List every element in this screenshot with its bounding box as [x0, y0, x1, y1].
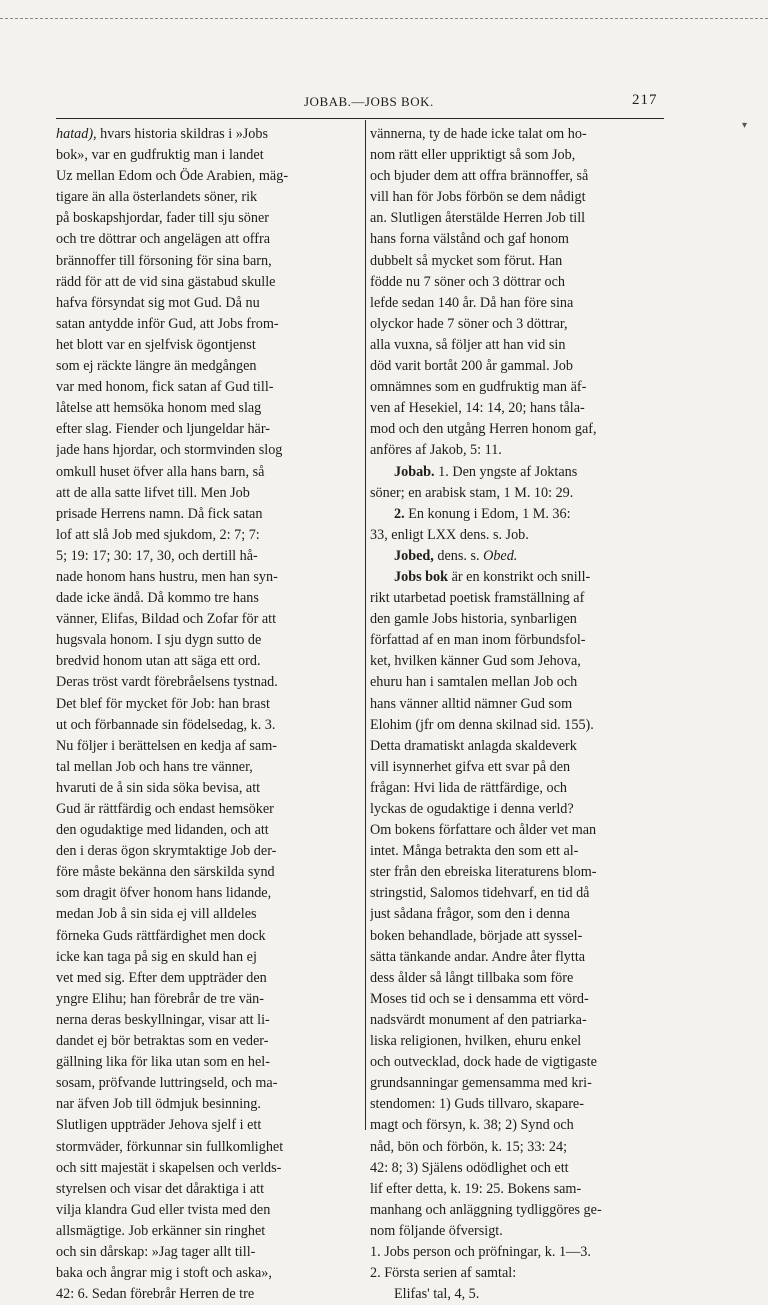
- text-line: [370, 778, 666, 799]
- text-line: [56, 609, 358, 630]
- text-run: rikt utarbetad poetisk framställning af: [370, 590, 585, 607]
- text-line: [370, 694, 666, 715]
- text-line: [370, 166, 666, 187]
- text-line: [370, 335, 666, 356]
- text-run: 33, enligt LXX dens. s. Job.: [370, 526, 529, 543]
- text-run: att de alla satte lifvet till. Men Job: [56, 484, 250, 501]
- text-run: yngre Elihu; han förebrår de tre vän-: [56, 990, 264, 1007]
- text-run: medan Job å sin sida ej vill alldeles: [56, 906, 257, 923]
- text-line: [370, 251, 666, 272]
- text-line: [56, 1263, 358, 1284]
- text-line: [56, 778, 358, 799]
- text-line: [56, 1179, 358, 1200]
- text-line: [56, 757, 358, 778]
- text-run: nadsvärdt monument af den patriarka-: [370, 1011, 587, 1028]
- text-line: [370, 145, 666, 166]
- text-run: 42: 8; 3) Själens odödlighet och ett: [370, 1159, 569, 1176]
- text-run: baka och ångrar mig i stoft och aska»,: [56, 1265, 272, 1282]
- text-run: mod och den utgång Herren honom gaf,: [370, 421, 597, 438]
- text-line: [370, 1052, 666, 1073]
- text-line: [56, 1073, 358, 1094]
- text-run: Nu följer i berättelsen en kedja af sam-: [56, 737, 277, 754]
- text-line: [56, 672, 358, 693]
- text-line: [370, 272, 666, 293]
- text-run: prisade Herrens namn. Då fick satan: [56, 505, 263, 522]
- text-line: [56, 1137, 358, 1158]
- text-line: [370, 757, 666, 778]
- text-line: [56, 947, 358, 968]
- text-run: Uz mellan Edom och Öde Arabien, mäg-: [56, 168, 289, 185]
- header-rule: [56, 118, 664, 119]
- text-line: [370, 1031, 666, 1052]
- text-run: 5; 19: 17; 30: 17, 30, och dertill hå-: [56, 547, 258, 564]
- text-line: [56, 1031, 358, 1052]
- text-run: just sådana frågor, som den i denna: [370, 906, 570, 923]
- text-line: [56, 208, 358, 229]
- text-line: [56, 820, 358, 841]
- text-line: [56, 229, 358, 250]
- text-line: [56, 272, 358, 293]
- text-line: [56, 145, 358, 166]
- page-top-edge-rule: [0, 18, 768, 19]
- text-line: [56, 926, 358, 947]
- text-line: [370, 377, 666, 398]
- text-run: ster från den ebreiska literaturens blom-: [370, 864, 597, 881]
- text-line: [56, 1200, 358, 1221]
- text-run: vänner, Elifas, Bildad och Zofar för att: [56, 611, 277, 628]
- text-line: [56, 1221, 358, 1242]
- text-line: [56, 630, 358, 651]
- text-line: [370, 398, 666, 419]
- text-line: [370, 462, 666, 483]
- text-run: Elohim (jfr om denna skilnad sid. 155).: [370, 716, 594, 733]
- text-run: den gamle Jobs historia, synbarligen: [370, 611, 577, 628]
- text-run: vill han för Jobs förbön se dem nådigt: [370, 189, 586, 206]
- text-run: lyckas de ogudaktige i denna verld?: [370, 801, 574, 817]
- text-run: brännoffer till försoning för sina barn,: [56, 252, 272, 269]
- text-line: [56, 293, 358, 314]
- text-line: [56, 1242, 358, 1263]
- text-line: [370, 356, 666, 377]
- text-run: 42: 6. Sedan förebrår Herren de tre: [56, 1286, 255, 1303]
- text-run: lif efter detta, k. 19: 25. Bokens sam-: [370, 1180, 582, 1197]
- text-run: Detta dramatiskt anlagda skaldeverk: [370, 737, 577, 754]
- text-run: omkull huset öfver alla hans barn, så: [56, 463, 265, 480]
- text-line: [56, 989, 358, 1010]
- text-line: [56, 715, 358, 736]
- text-run: magt och försyn, k. 38; 2) Synd och: [370, 1117, 574, 1134]
- text-run: och sitt majestät i skapelsen och verlds-: [56, 1159, 282, 1176]
- text-run: och outvecklad, dock hade de vigtigaste: [370, 1054, 597, 1071]
- text-run: 2. Första serien af samtal:: [370, 1265, 517, 1282]
- italic-text: hatad),: [56, 126, 97, 142]
- text-run: den ogudaktige med lidanden, och att: [56, 822, 269, 839]
- text-line: [370, 904, 666, 925]
- text-run: dade icke ändå. Då kommo tre hans: [56, 590, 259, 607]
- text-run: dess ålder så långt tillbaka som före: [370, 969, 574, 986]
- text-line: [56, 504, 358, 525]
- text-run: allsmägtige. Job erkänner sin ringhet: [56, 1222, 266, 1239]
- text-line: [56, 694, 358, 715]
- text-run: vill isynnerhet gifva ett svar på den: [370, 758, 571, 775]
- text-run: ut och förbannade sin födelsedag, k. 3.: [56, 716, 276, 733]
- text-line: [56, 1052, 358, 1073]
- text-line: [56, 314, 358, 335]
- text-line: [56, 440, 358, 461]
- text-line: [56, 546, 358, 567]
- text-run: före måste bekänna den särskilda synd: [56, 864, 275, 881]
- text-line: [56, 968, 358, 989]
- text-line: [370, 715, 666, 736]
- running-head: JOBAB.—JOBS BOK.: [304, 94, 434, 109]
- text-line: [56, 588, 358, 609]
- page-number: 217: [632, 92, 658, 108]
- text-line: [56, 377, 358, 398]
- text-run: stringstid, Salomos tidehvarf, en tid då: [370, 885, 590, 902]
- text-run: styrelsen och visar det dåraktiga i att: [56, 1180, 265, 1197]
- text-line: [56, 736, 358, 757]
- text-line: [370, 1200, 666, 1221]
- text-line: [370, 1094, 666, 1115]
- text-line: [56, 1158, 358, 1179]
- text-line: [56, 335, 358, 356]
- text-line: [370, 736, 666, 757]
- text-run: anföres af Jakob, 5: 11.: [370, 442, 502, 459]
- text-line: [370, 1010, 666, 1031]
- text-run: alla vuxna, så följer att han vid sin: [370, 336, 566, 353]
- text-line: [56, 862, 358, 883]
- text-line: [56, 567, 358, 588]
- text-line: [370, 1263, 666, 1284]
- text-line: [370, 229, 666, 250]
- text-line: [370, 651, 666, 672]
- text-run: liska religionen, hvilken, ehuru enkel: [370, 1033, 582, 1050]
- column-divider: [365, 120, 366, 1130]
- text-line: [370, 187, 666, 208]
- text-line: [56, 124, 358, 145]
- text-run: stendomen: 1) Guds tillvaro, skapare-: [370, 1096, 584, 1113]
- text-run: satan antydde inför Gud, att Jobs from-: [56, 315, 279, 332]
- text-run: död varit bortåt 200 år gammal. Job: [370, 358, 573, 375]
- text-run: sätta tänkande andar. Andre åter flytta: [370, 948, 586, 965]
- text-line: [370, 609, 666, 630]
- text-run: hafva försyndat sig mot Gud. Då nu: [56, 294, 260, 311]
- text-line: [370, 567, 666, 588]
- entry-headword: 2.: [394, 505, 405, 522]
- text-run: nom rätt eller uppriktigt så som Job,: [370, 147, 576, 164]
- text-line: [370, 630, 666, 651]
- text-run: jade hans hjordar, och stormvinden slog: [56, 442, 283, 459]
- text-run: intet. Många betrakta den som ett al-: [370, 843, 579, 860]
- text-line: [56, 483, 358, 504]
- text-line: [370, 440, 666, 461]
- text-line: [56, 462, 358, 483]
- text-line: [370, 989, 666, 1010]
- text-run: hans forna välstånd och gaf honom: [370, 231, 569, 248]
- text-line: [370, 1179, 666, 1200]
- text-line: [370, 1221, 666, 1242]
- text-run: hugsvala honom. I sju dygn sutto de: [56, 632, 262, 649]
- left-column: [56, 124, 358, 1305]
- text-run: på boskapshjordar, fader till sju söner: [56, 210, 269, 227]
- text-run: Om bokens författare och ålder vet man: [370, 822, 597, 839]
- text-line: [370, 1115, 666, 1136]
- text-line: [370, 799, 666, 820]
- text-line: [370, 947, 666, 968]
- text-run: olyckor hade 7 söner och 3 döttrar,: [370, 315, 568, 332]
- italic-text: Obed.: [483, 547, 518, 564]
- text-run: Slutligen uppträder Jehova sjelf i ett: [56, 1117, 262, 1134]
- text-run: tal mellan Job och hans tre vänner,: [56, 758, 253, 775]
- text-line: [56, 1284, 358, 1305]
- text-line: [370, 1073, 666, 1094]
- text-run: hvaruti de å sin sida söka bevisa, att: [56, 779, 261, 796]
- text-run: 1. Den yngste af Joktans: [434, 463, 578, 480]
- text-run: den i deras ögon skrymtaktige Job der-: [56, 843, 277, 860]
- text-run: an. Slutligen återstälde Herren Job till: [370, 210, 586, 227]
- text-run: Moses tid och se i densamma ett vörd-: [370, 990, 589, 1007]
- text-run: 1. Jobs person och pröfningar, k. 1—3.: [370, 1243, 591, 1260]
- text-line: [370, 1158, 666, 1179]
- text-run: boken behandlade, började att syssel-: [370, 927, 583, 944]
- text-line: [370, 546, 666, 567]
- text-run: nade honom hans hustru, men han syn-: [56, 568, 278, 585]
- text-line: [56, 251, 358, 272]
- text-run: ehuru han i samtalen mellan Job och: [370, 674, 578, 691]
- text-line: [56, 419, 358, 440]
- text-line: [370, 841, 666, 862]
- text-line: [370, 124, 666, 145]
- text-line: [370, 1137, 666, 1158]
- text-run: rädd för att de vid sina gästabud skulle: [56, 273, 276, 290]
- text-run: förneka Guds rättfärdighet men dock: [56, 927, 266, 944]
- text-line: [56, 356, 358, 377]
- text-run: och sin dårskap: »Jag tager allt till-: [56, 1243, 256, 1260]
- text-line: [370, 672, 666, 693]
- text-line: [56, 799, 358, 820]
- text-run: som dragit öfver honom hans lidande,: [56, 885, 272, 902]
- text-line: [56, 1010, 358, 1031]
- text-run: ket, hvilken känner Gud som Jehova,: [370, 653, 581, 670]
- text-run: dandet ej bör betraktas som en veder-: [56, 1033, 269, 1050]
- text-run: och bjuder dem att offra brännoffer, så: [370, 168, 589, 185]
- text-run: vännerna, ty de hade icke talat om ho-: [370, 126, 587, 142]
- text-line: [56, 166, 358, 187]
- text-run: omnämnes som en gudfruktig man äf-: [370, 379, 587, 396]
- text-line: [56, 904, 358, 925]
- text-line: [370, 1284, 666, 1305]
- text-line: [56, 883, 358, 904]
- text-line: [56, 841, 358, 862]
- text-line: [370, 504, 666, 525]
- text-run: sosam, pröfvande luttringseld, och ma-: [56, 1075, 278, 1092]
- text-line: [370, 1242, 666, 1263]
- text-line: [370, 483, 666, 504]
- text-run: dubbelt så mycket som förut. Han: [370, 252, 563, 269]
- text-run: låtelse att hemsöka honom med slag: [56, 400, 262, 417]
- text-run: nerna deras beskyllningar, visar att li-: [56, 1011, 270, 1028]
- text-run: Det blef för mycket för Job: han brast: [56, 695, 270, 712]
- text-line: [370, 525, 666, 546]
- right-column: [370, 124, 666, 1305]
- text-run: Elifas' tal, 4, 5.: [394, 1286, 480, 1303]
- text-run: vet med sig. Efter dem uppträder den: [56, 969, 267, 986]
- text-run: lefde sedan 140 år. Då han före sina: [370, 294, 574, 311]
- text-line: [56, 1094, 358, 1115]
- text-run: och tre döttrar och angelägen att offra: [56, 231, 271, 248]
- text-line: [370, 419, 666, 440]
- text-line: [370, 820, 666, 841]
- text-run: som ej räckte längre än medgången: [56, 358, 257, 375]
- text-line: [370, 883, 666, 904]
- text-run: nom följande öfversigt.: [370, 1222, 503, 1239]
- text-run: efter slag. Fiender och ljungeldar här-: [56, 421, 271, 438]
- margin-mark: ▾: [742, 120, 748, 131]
- entry-headword: Jobab.: [394, 463, 435, 480]
- text-run: nar äfven Job till ödmjuk besinning.: [56, 1096, 261, 1113]
- text-line: [370, 208, 666, 229]
- text-run: tigare än alla österlandets söner, rik: [56, 189, 258, 206]
- text-run: icke kan taga på sig en skuld han ej: [56, 948, 257, 965]
- text-run: författad af en man inom förbundsfol-: [370, 632, 586, 649]
- text-run: het blott var en sjelfvisk ögontjenst: [56, 336, 256, 353]
- text-run: ven af Hesekiel, 14: 14, 20; hans tåla-: [370, 400, 585, 417]
- text-run: vilja klandra Gud eller tvista med den: [56, 1201, 271, 1218]
- entry-headword: Jobs bok: [394, 568, 449, 585]
- text-line: [370, 968, 666, 989]
- text-run: nåd, bön och förbön, k. 15; 33: 24;: [370, 1138, 568, 1155]
- text-run: bok», var en gudfruktig man i landet: [56, 147, 264, 164]
- text-line: [56, 398, 358, 419]
- text-run: lof att slå Job med sjukdom, 2: 7; 7:: [56, 526, 260, 543]
- text-line: [56, 1115, 358, 1136]
- text-run: hans vänner alltid nämner Gud som: [370, 695, 573, 712]
- text-run: grundsanningar gemensamma med kri-: [370, 1075, 592, 1092]
- text-run: gällning lika för lika utan som en hel-: [56, 1054, 270, 1071]
- text-run: bredvid honom utan att säga ett ord.: [56, 653, 261, 670]
- text-run: stormväder, förkunnar sin fullkomlighet: [56, 1138, 284, 1155]
- text-run: söner; en arabisk stam, 1 M. 10: 29.: [370, 484, 574, 501]
- text-line: [370, 926, 666, 947]
- entry-headword: Jobed,: [394, 547, 434, 564]
- text-line: [56, 525, 358, 546]
- text-run: dens. s.: [433, 547, 484, 564]
- text-run: är en konstrikt och snill-: [448, 568, 591, 585]
- text-line: [370, 314, 666, 335]
- text-run: En konung i Edom, 1 M. 36:: [404, 505, 571, 522]
- text-line: [370, 293, 666, 314]
- text-run: hvars historia skildras i »Jobs: [96, 126, 269, 142]
- text-line: [370, 588, 666, 609]
- text-line: [56, 651, 358, 672]
- text-line: [370, 862, 666, 883]
- text-run: manhang och anläggning tydliggöres ge-: [370, 1201, 602, 1218]
- text-run: var med honom, fick satan af Gud till-: [56, 379, 274, 396]
- text-run: födde nu 7 söner och 3 döttrar och: [370, 273, 566, 290]
- text-run: frågan: Hvi lida de rättfärdige, och: [370, 779, 567, 796]
- text-run: Deras tröst vardt förebråelsens tystnad.: [56, 674, 278, 691]
- text-line: [56, 187, 358, 208]
- text-run: Gud är rättfärdig och endast hemsöker: [56, 801, 274, 817]
